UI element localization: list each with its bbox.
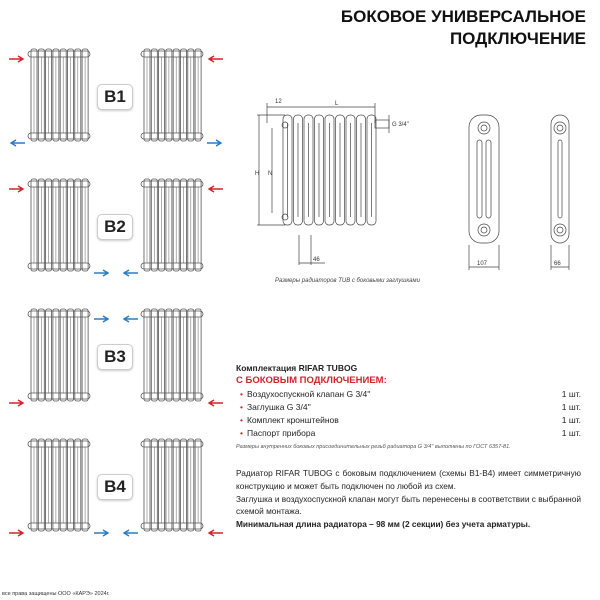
dim-N: N xyxy=(268,171,273,177)
kit-item xyxy=(236,402,581,412)
dim-H: H xyxy=(255,171,260,177)
dim-12: 12 xyxy=(275,99,282,105)
bullet-icon: • xyxy=(240,389,243,399)
radiator-right-b2 xyxy=(140,178,204,272)
radiator-left-b1 xyxy=(27,48,91,142)
return-arrow-icon xyxy=(94,264,110,272)
kit-item xyxy=(236,428,581,438)
return-arrow-icon xyxy=(122,310,138,318)
supply-arrow-icon xyxy=(9,50,25,58)
return-arrow-icon xyxy=(94,524,110,532)
radiator-right-b3 xyxy=(140,308,204,402)
supply-arrow-icon xyxy=(207,524,223,532)
dimension-drawing xyxy=(255,95,600,280)
kit-heading: Комплектация RIFAR TUBOG xyxy=(236,363,358,373)
dim-46: 46 xyxy=(313,257,320,263)
kit-note: Размеры внутренних боковых присоединительных резьб радиатора G 3/4'' выполнены по ГОСТ 6357-81. xyxy=(236,444,511,450)
supply-arrow-icon xyxy=(9,180,25,188)
return-arrow-icon xyxy=(122,264,138,272)
radiator-left-b3 xyxy=(27,308,91,402)
kit-item xyxy=(236,389,581,399)
dim-L: L xyxy=(335,101,339,107)
kit-subheading: С БОКОВЫМ ПОДКЛЮЧЕНИЕМ: xyxy=(236,375,387,386)
return-arrow-icon xyxy=(9,134,25,142)
supply-arrow-icon xyxy=(9,524,25,532)
radiator-left-b4 xyxy=(27,438,91,532)
page-title: БОКОВОЕ УНИВЕРСАЛЬНОЕ ПОДКЛЮЧЕНИЕ xyxy=(340,7,586,48)
kit-item-name: Паспорт прибора xyxy=(246,428,316,438)
kit-item-name: Заглушка G 3/4'' xyxy=(246,402,311,412)
kit-item xyxy=(236,415,581,425)
scheme-label: B2 xyxy=(97,214,133,240)
radiator-right-b1 xyxy=(140,48,204,142)
dim-107: 107 xyxy=(477,261,488,267)
scheme-label: B1 xyxy=(97,84,133,110)
supply-arrow-icon xyxy=(207,394,223,402)
bullet-icon: • xyxy=(240,402,243,412)
dim-66: 66 xyxy=(554,261,561,267)
kit-item-qty: 1 шт. xyxy=(561,389,581,399)
supply-arrow-icon xyxy=(207,50,223,58)
supply-arrow-icon xyxy=(9,394,25,402)
bullet-icon: • xyxy=(240,428,243,438)
description: Радиатор RIFAR TUBOG с боковым подключением (схемы В1-В4) имеет симметричную конструкцию и может быть подключен по любой из схем. Заглушка и воздухоспускной клапан могут быть перенесены в соответствии с выбранной схемой монтажа. Минимальная длина радиатора – 98 мм (2 секции) без учета арматуры. xyxy=(236,468,581,530)
bullet-icon: • xyxy=(240,415,243,425)
radiator-left-b2 xyxy=(27,178,91,272)
radiator-right-b4 xyxy=(140,438,204,532)
kit-item-name: Воздухоспускной клапан G 3/4'' xyxy=(246,389,371,399)
kit-item-qty: 1 шт. xyxy=(561,402,581,412)
kit-item-name: Комплект кронштейнов xyxy=(246,415,339,425)
return-arrow-icon xyxy=(94,310,110,318)
thread-label: G 3/4'' xyxy=(392,122,409,128)
kit-item-qty: 1 шт. xyxy=(561,428,581,438)
scheme-label: B4 xyxy=(97,474,133,500)
drawing-caption: Размеры радиаторов TUB с боковыми заглушками xyxy=(275,278,420,284)
footer-copyright: все права защищены ООО «КАРЭ» 2024г. xyxy=(2,591,110,597)
scheme-label: B3 xyxy=(97,344,133,370)
return-arrow-icon xyxy=(207,134,223,142)
kit-section xyxy=(236,363,581,450)
return-arrow-icon xyxy=(122,524,138,532)
kit-item-qty: 1 шт. xyxy=(561,415,581,425)
supply-arrow-icon xyxy=(207,180,223,188)
